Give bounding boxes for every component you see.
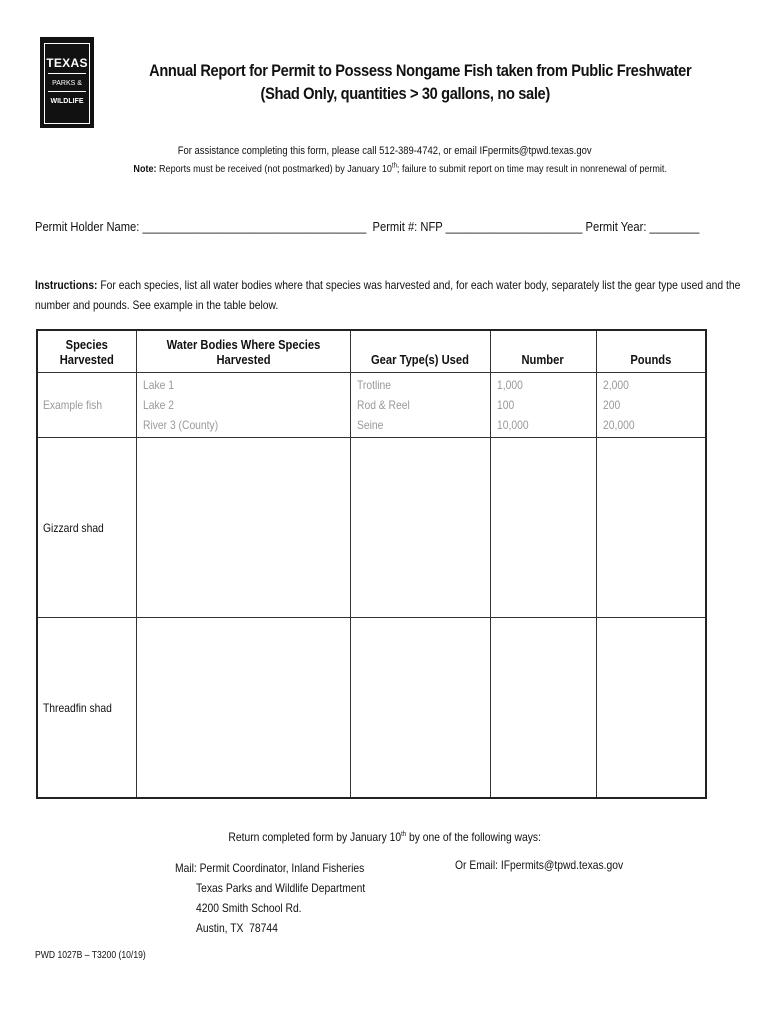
example-pounds: 2,000 200 20,000 xyxy=(596,373,706,438)
form-title xyxy=(105,59,705,105)
title-line-2: (Shad Only, quantities > 30 gallons, no sale) xyxy=(260,84,550,103)
species-threadfin-shad: Threadfin shad xyxy=(37,618,136,799)
instructions-label: Instructions: xyxy=(35,278,98,292)
threadfin-water-bodies-cell[interactable] xyxy=(136,618,350,799)
threadfin-pounds-cell[interactable] xyxy=(596,618,706,799)
note-label: Note: xyxy=(133,163,157,175)
gizzard-number-cell[interactable] xyxy=(490,438,596,618)
return-instructions: Return completed form by January 10th by one of the following ways: xyxy=(228,830,542,844)
table-header-row xyxy=(37,330,706,373)
example-water-bodies: Lake 1 Lake 2 River 3 (County) xyxy=(136,373,350,438)
species-gizzard-shad: Gizzard shad xyxy=(37,438,136,618)
example-gear: Trotline Rod & Reel Seine xyxy=(350,373,490,438)
tpwd-logo xyxy=(41,38,93,127)
example-number: 1,000 100 10,000 xyxy=(490,373,596,438)
title-line-1: Annual Report for Permit to Possess Nongame Fish taken from Public Freshwater xyxy=(149,61,692,80)
gizzard-gear-cell[interactable] xyxy=(350,438,490,618)
header-water-bodies: Water Bodies Where Species Harvested xyxy=(136,330,350,373)
logo-line-texas: TEXAS xyxy=(46,56,88,70)
mail-address: Mail: Permit Coordinator, Inland Fisheries Texas Parks and Wildlife Department 4200 Smith School Rd. Austin, TX 78744 xyxy=(175,861,366,935)
threadfin-gear-cell[interactable] xyxy=(350,618,490,799)
assistance-text: For assistance completing this form, please call 512-389-4742, or email IFpermits@tpwd.texas.gov xyxy=(178,145,592,157)
header-species: Species Harvested xyxy=(37,330,136,373)
harvest-table xyxy=(36,329,707,799)
example-row xyxy=(37,373,706,438)
note-text: Note: Reports must be received (not postmarked) by January 10th; failure to submit report on time may result in nonrenewal of permit. xyxy=(133,162,667,175)
instructions: Instructions: For each species, list all water bodies where that species was harvested and, for each water body, separately list the gear type used and the number and pounds. See example in the table below. xyxy=(35,278,741,312)
threadfin-number-cell[interactable] xyxy=(490,618,596,799)
logo-line-wildlife: WILDLIFE xyxy=(48,91,86,105)
email-address[interactable]: Or Email: IFpermits@tpwd.texas.gov xyxy=(455,858,624,872)
example-species: Example fish xyxy=(37,373,136,438)
header-number: Number xyxy=(490,330,596,373)
permit-holder-line: Permit Holder Name: ____________________________________ Permit #: NFP ______________________ Permit Year: ________ xyxy=(35,219,700,234)
form-number: PWD 1027B – T3200 (10/19) xyxy=(35,950,146,961)
header-pounds: Pounds xyxy=(596,330,706,373)
logo-line-parks: PARKS & xyxy=(48,73,86,87)
table-row-gizzard-shad xyxy=(37,438,706,618)
gizzard-pounds-cell[interactable] xyxy=(596,438,706,618)
gizzard-water-bodies-cell[interactable] xyxy=(136,438,350,618)
header-gear: Gear Type(s) Used xyxy=(350,330,490,373)
table-row-threadfin-shad xyxy=(37,618,706,799)
